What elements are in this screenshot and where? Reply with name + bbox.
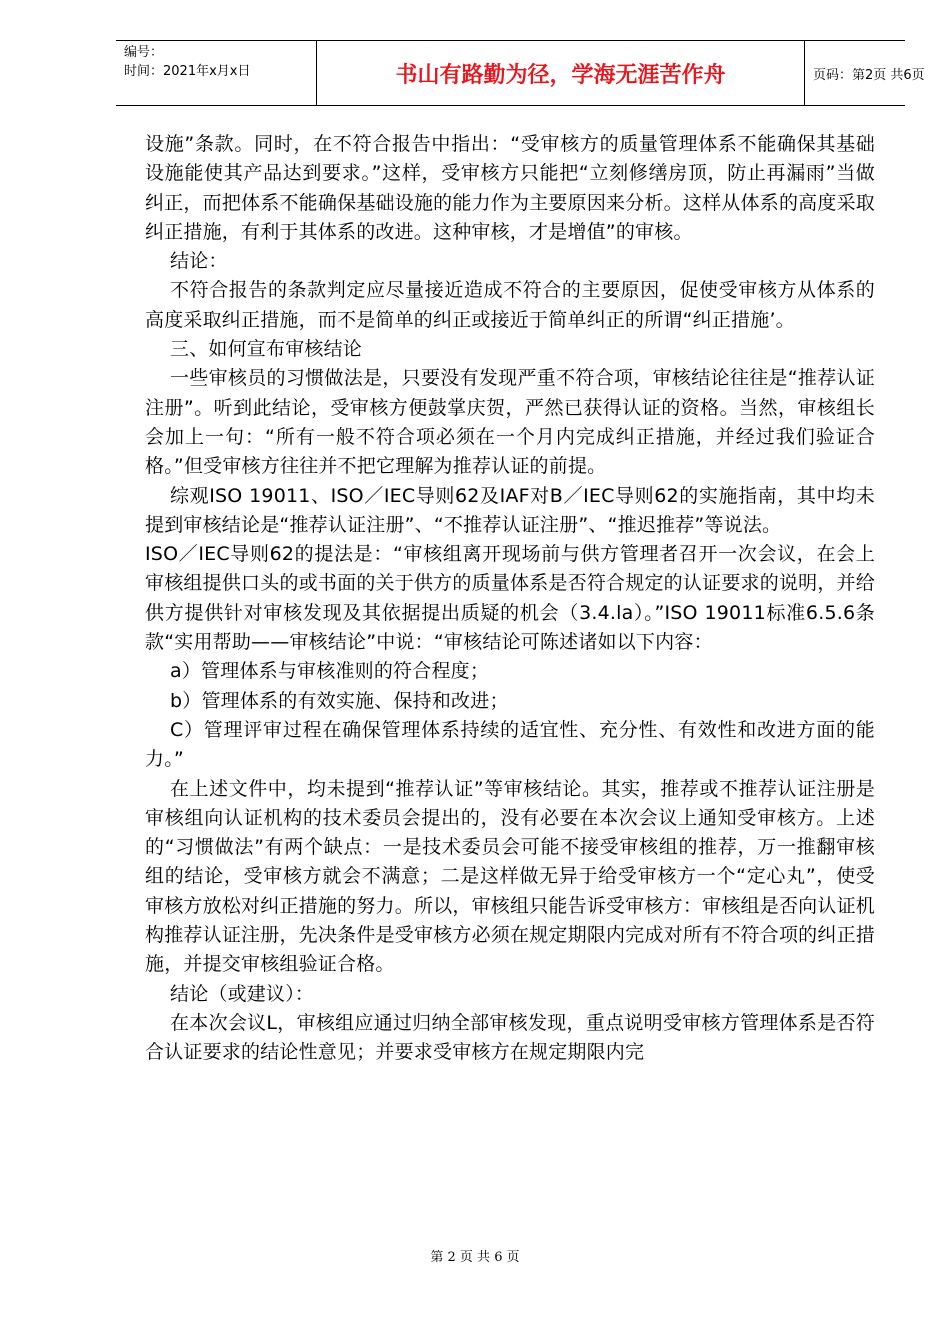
number-label: 编号： xyxy=(124,45,164,60)
header-motto: 书山有路勤为径，学海无涯苦作舟 xyxy=(316,41,805,105)
paragraph: 综观ISO 19011、ISO／IEC导则62及IAF对B／IEC导则62的实施指南，其中均未提到审核结论是“推荐认证注册”、“不推荐认证注册”、“推迟推荐”等说法。 xyxy=(145,484,875,536)
paragraph: 在上述文件中，均未提到“推荐认证”等审核结论。其实，推荐或不推荐认证注册是审核组向认证机构的技术委员会提出的，没有必要在本次会议上通知受审核方。上述的“习惯做法”有两个缺点：一是技术委员会可能不接受审核组的推荐，万一推翻审核组的结论，受审核方就会不满意；二是这样做无异于给受审核方一个“定心丸”，使受审核方放松对纠正措施的努力。所以，审核组只能告诉受审核方：审核组是否向认证机构推荐认证注册，先决条件是受审核方必须在规定期限内完成对所有不符合项的纠正措施，并提交审核组验证合格。 xyxy=(145,777,875,976)
paragraph: 不符合报告的条款判定应尽量接近造成不符合的主要原因，促使受审核方从体系的高度采取纠正措施，而不是简单的纠正或接近于简单纠正的所谓“纠正措施’。 xyxy=(145,279,875,331)
page-footer: 第 2 页 共 6 页 xyxy=(430,1250,520,1265)
page-header xyxy=(116,40,925,106)
document-body xyxy=(145,130,875,1068)
paragraph: 在本次会议L，审核组应通过归纳全部审核发现，重点说明受审核方管理体系是否符合认证要求的结论性意见；并要求受审核方在规定期限内完 xyxy=(145,1011,875,1064)
paragraph: C）管理评审过程在确保管理体系持续的适宜性、充分性、有效性和改进方面的能力。” xyxy=(145,718,875,771)
paragraph: a）管理体系与审核准则的符合程度； xyxy=(170,660,490,683)
header-meta xyxy=(116,41,316,105)
header-page-label: 页码：第2页 共6页 xyxy=(813,67,925,83)
paragraph: 结论： xyxy=(170,250,228,273)
time-label: 时间：2021年x月x日 xyxy=(124,64,251,79)
paragraph: 设施”条款。同时，在不符合报告中指出：“受审核方的质量管理体系不能确保其基础设施能使其产品达到要求。”这样，受审核方只能把“立刻修缮房顶，防止再漏雨”当做纠正，而把体系不能确保基础设施的能力作为主要原因来分析。这样从体系的高度采取纠正措施，有利于其体系的改进。这种审核，才是增值”的审核。 xyxy=(145,133,875,243)
paragraph: 一些审核员的习惯做法是，只要没有发现严重不符合项，审核结论往往是“推荐认证注册”。听到此结论，受审核方便鼓掌庆贺，严然已获得认证的资格。当然，审核组长会加上一句：“所有一般不符合项必须在一个月内完成纠正措施，并经过我们验证合格。”但受审核方往往并不把它理解为推荐认证的前提。 xyxy=(145,367,875,478)
paragraph: b）管理体系的有效实施、保持和改进； xyxy=(170,689,509,712)
paragraph: ISO／IEC导则62的提法是：“审核组离开现场前与供方管理者召开一次会议，在会上审核组提供口头的或书面的关于供方的质量体系是否符合规定的认证要求的说明，并给供方提供针对审核发现及其依据提出质疑的机会（3.4.la）。”ISO 19011标准6.5.6条款“实用帮助——审核结论”中说：“审核结论可陈述诸如以下内容： xyxy=(145,543,875,654)
paragraph: 三、如何宣布审核结论 xyxy=(170,338,363,361)
paragraph: 结论（或建议）： xyxy=(170,982,315,1005)
